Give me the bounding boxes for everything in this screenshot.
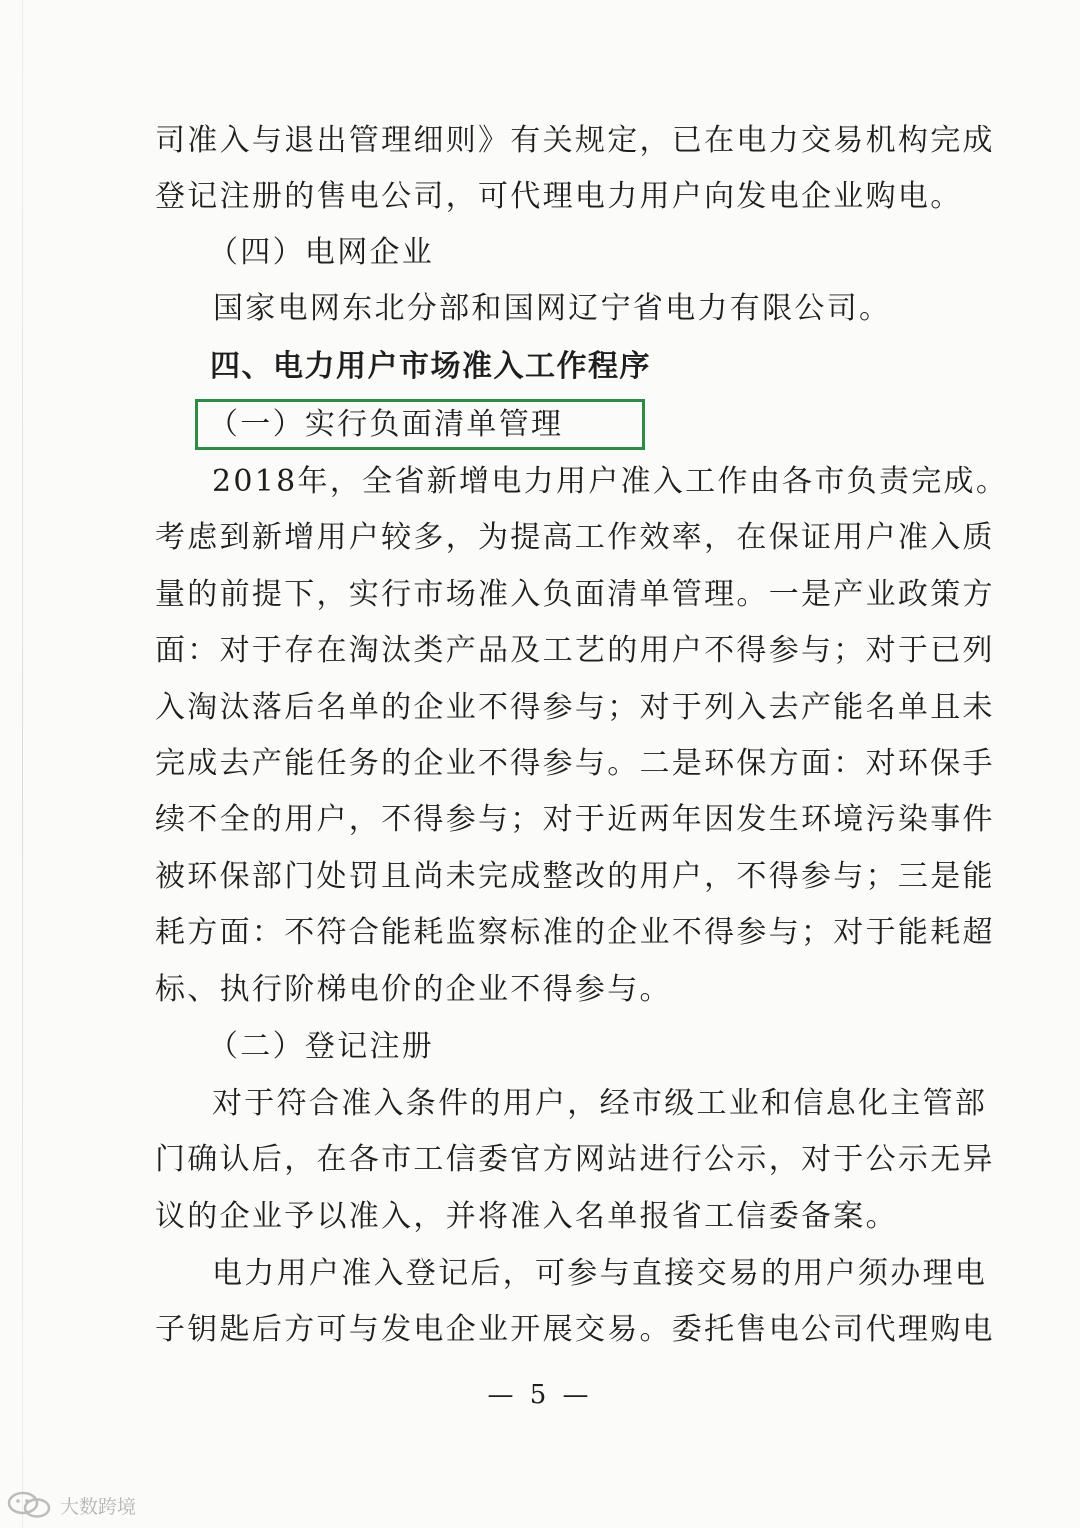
paragraph-line: 门确认后，在各市工信委官方网站进行公示，对于公示无异 — [155, 1142, 995, 1177]
paragraph-line: 司准入与退出管理细则》有关规定，已在电力交易机构完成 — [155, 123, 995, 158]
paragraph-line: 电力用户准入登记后，可参与直接交易的用户须办理电 — [212, 1256, 988, 1291]
paragraph-line: 登记注册的售电公司，可代理电力用户向发电企业购电。 — [155, 179, 963, 214]
paragraph-line: 面：对于存在淘汰类产品及工艺的用户不得参与；对于已列 — [155, 633, 995, 668]
page-edge — [22, 0, 23, 1528]
paragraph-line: 2018年，全省新增电力用户准入工作由各市负责完成。 — [212, 464, 1009, 499]
section-heading: （四）电网企业 — [208, 235, 435, 270]
chapter-heading: 四、电力用户市场准入工作程序 — [210, 349, 651, 384]
paragraph-line: 对于符合准入条件的用户，经市级工业和信息化主管部 — [212, 1086, 988, 1121]
paragraph-line: 量的前提下，实行市场准入负面清单管理。一是产业政策方 — [155, 577, 995, 612]
wechat-logo-icon — [6, 1490, 54, 1520]
page-number: — 5 — — [487, 1380, 593, 1410]
subsection-heading: （二）登记注册 — [208, 1029, 435, 1064]
watermark — [6, 1487, 136, 1523]
paragraph-line: 续不全的用户，不得参与；对于近两年因发生环境污染事件 — [155, 802, 995, 837]
paragraph-line: 子钥匙后方可与发电企业开展交易。委托售电公司代理购电 — [155, 1312, 995, 1347]
paragraph-line: 入淘汰落后名单的企业不得参与；对于列入去产能名单且未 — [155, 690, 995, 725]
paragraph-line: 议的企业予以准入，并将准入名单报省工信委备案。 — [155, 1199, 898, 1234]
subsection-heading: （一）实行负面清单管理 — [208, 407, 564, 442]
paragraph-line: 被环保部门处罚且尚未完成整改的用户，不得参与；三是能 — [155, 859, 995, 894]
paragraph-line: 完成去产能任务的企业不得参与。二是环保方面：对环保手 — [155, 746, 995, 781]
watermark-text: 大数跨境 — [60, 1495, 137, 1518]
paragraph-line: 标、执行阶梯电价的企业不得参与。 — [155, 972, 672, 1007]
paragraph-line: 国家电网东北分部和国网辽宁省电力有限公司。 — [213, 291, 892, 326]
paragraph-line: 耗方面：不符合能耗监察标准的企业不得参与；对于能耗超 — [155, 915, 995, 950]
paragraph-line: 考虑到新增用户较多，为提高工作效率，在保证用户准入质 — [155, 520, 995, 555]
